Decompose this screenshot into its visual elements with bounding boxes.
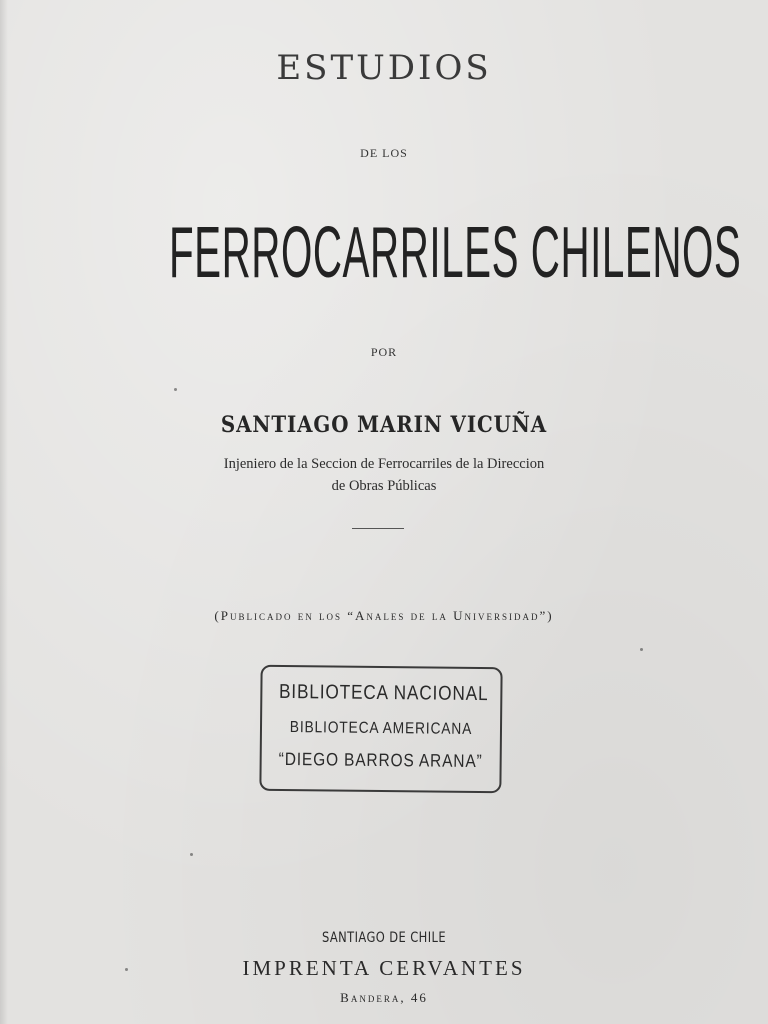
paper-speck — [125, 968, 128, 971]
title-line: ESTUDIOS — [276, 48, 492, 88]
paper-speck — [174, 388, 177, 391]
by-label: POR — [370, 345, 398, 359]
author-role-line-2: de Obras Públicas — [331, 478, 437, 494]
imprint-printer: IMPRENTA CERVANTES — [242, 956, 526, 980]
paper-speck — [640, 648, 643, 651]
imprint-city: SANTIAGO DE CHILE — [322, 930, 446, 946]
publication-note: (Publicado en los “Anales de la Universidad”) — [214, 608, 554, 623]
title-connector: DE LOS — [360, 146, 408, 160]
library-stamp — [259, 665, 502, 794]
stamp-line-1: BIBLIOTECA NACIONAL — [278, 680, 489, 706]
stamp-line-2: BIBLIOTECA AMERICANA — [289, 719, 473, 738]
main-title: FERROCARRILES CHILENOS — [168, 213, 742, 293]
paper-speck — [190, 853, 193, 856]
stamp-line-3: “DIEGO BARROS ARANA” — [278, 748, 483, 772]
divider-rule — [352, 528, 404, 529]
author-role-line-1: Injeniero de la Seccion de Ferrocarriles de la Direccion — [223, 456, 545, 472]
imprint-address: Bandera, 46 — [340, 990, 428, 1005]
author-name: SANTIAGO MARIN VICUÑA — [220, 412, 548, 438]
